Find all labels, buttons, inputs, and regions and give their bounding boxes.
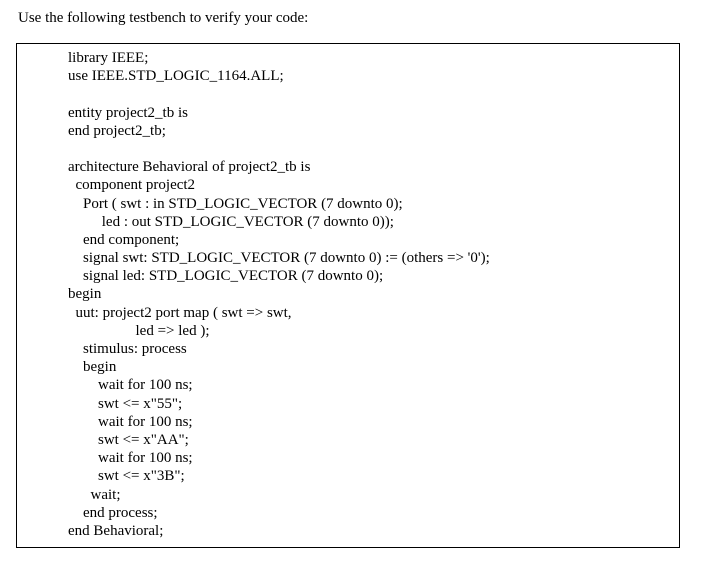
code-line: entity project2_tb is (68, 104, 188, 121)
code-line: wait for 100 ns; (68, 413, 193, 430)
code-line: begin (68, 286, 102, 303)
code-box (16, 43, 680, 548)
code-line: uut: project2 port map ( swt => swt, (68, 304, 292, 321)
code-line: stimulus: process (68, 341, 187, 357)
code-line: led => led ); (68, 322, 210, 339)
code-line: wait for 100 ns; (68, 450, 193, 467)
code-line (68, 85, 490, 103)
code-line: component project2 (68, 177, 196, 194)
code-line: begin (68, 359, 117, 376)
code-line: swt <= x"3B"; (68, 468, 185, 485)
code-line: Port ( swt : in STD_LOGIC_VECTOR (7 downto 0); (68, 195, 403, 212)
code-line: wait; (68, 486, 121, 503)
code-line: led : out STD_LOGIC_VECTOR (7 downto 0)); (68, 213, 394, 230)
code-line: end component; (68, 231, 180, 248)
code-line (68, 140, 490, 158)
code-line: swt <= x"AA"; (68, 431, 189, 448)
code-line: wait for 100 ns; (68, 377, 193, 394)
code-line: swt <= x"55"; (68, 395, 183, 412)
instruction-text: Use the following testbench to verify your code: (18, 10, 309, 26)
code-line: end Behavioral; (68, 522, 164, 539)
code-line: architecture Behavioral of project2_tb is (68, 159, 311, 176)
code-line: signal swt: STD_LOGIC_VECTOR (7 downto 0) := (others => '0'); (68, 250, 490, 267)
code-line: library IEEE; (68, 50, 149, 66)
code-line: signal led: STD_LOGIC_VECTOR (7 downto 0); (68, 268, 384, 285)
code-line: use IEEE.STD_LOGIC_1164.ALL; (68, 68, 284, 85)
code-line: end process; (68, 504, 158, 521)
code-line: end project2_tb; (68, 122, 166, 139)
vhdl-testbench-code (68, 49, 490, 540)
